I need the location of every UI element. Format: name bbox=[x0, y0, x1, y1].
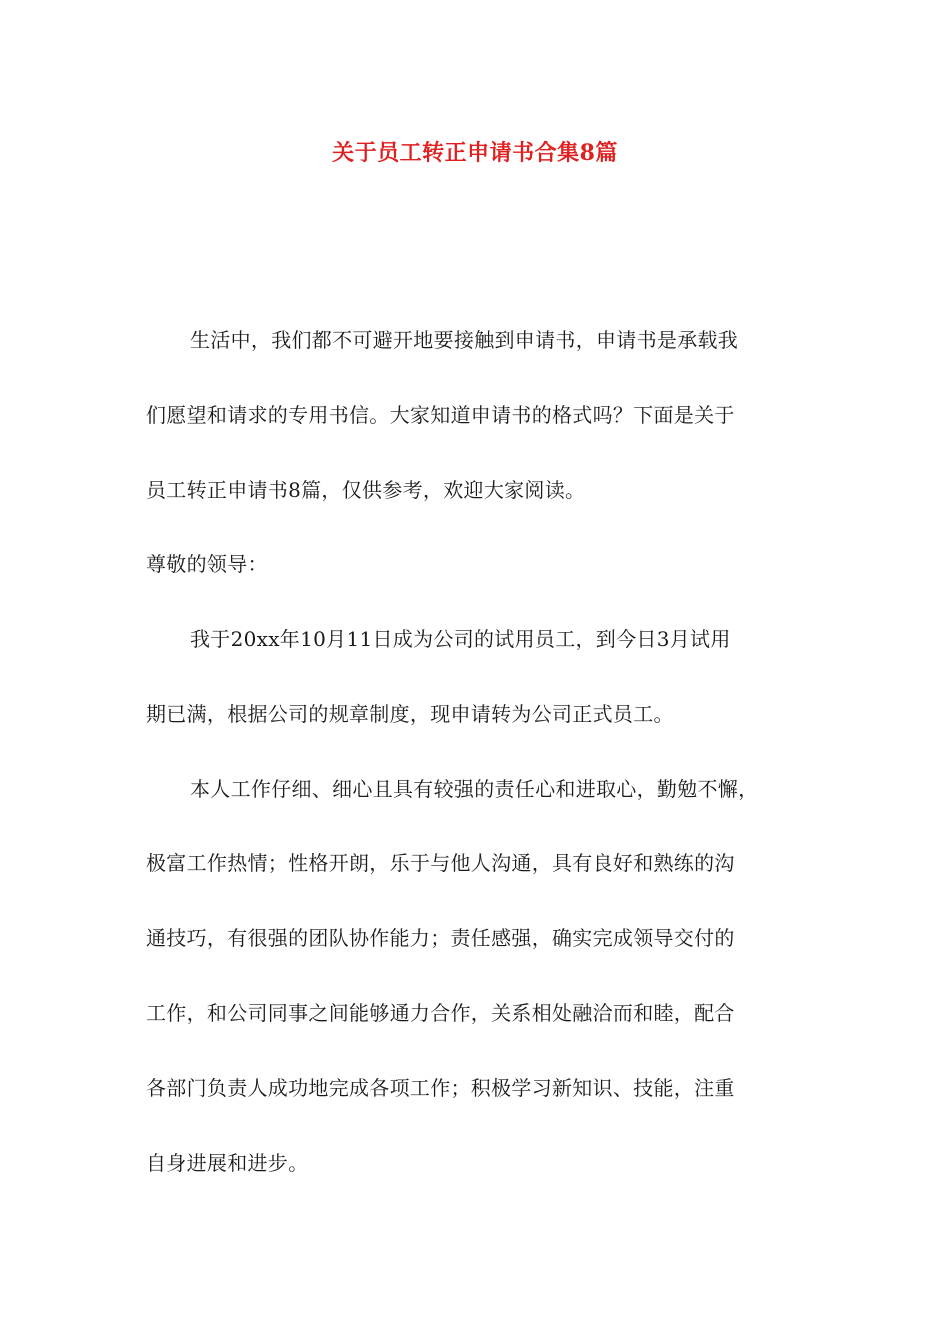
paragraph-3-line-6: 自身进展和进步。 bbox=[146, 1151, 309, 1175]
paragraph-3-line-4: 工作，和公司同事之间能够通力合作，关系相处融洽而和睦，配合 bbox=[146, 1001, 735, 1025]
paragraph-3-line-2: 极富工作热情；性格开朗，乐于与他人沟通，具有良好和熟练的沟 bbox=[146, 851, 735, 875]
paragraph-3-line-3: 通技巧，有很强的团队协作能力；责任感强，确实完成领导交付的 bbox=[146, 926, 735, 950]
paragraph-2-line-2: 期已满，根据公司的规章制度，现申请转为公司正式员工。 bbox=[146, 702, 674, 726]
paragraph-1-line-2: 们愿望和请求的专用书信。大家知道申请书的格式吗？下面是关于 bbox=[146, 403, 735, 427]
document-title: 关于员工转正申请书合集8篇 bbox=[332, 140, 618, 166]
salutation: 尊敬的领导： bbox=[146, 552, 268, 576]
paragraph-3-line-5: 各部门负责人成功地完成各项工作；积极学习新知识、技能，注重 bbox=[146, 1076, 735, 1100]
paragraph-1-line-1: 生活中，我们都不可避开地要接触到申请书，申请书是承载我 bbox=[190, 328, 739, 352]
paragraph-2-line-1: 我于20xx年10月11日成为公司的试用员工，到今日3月试用 bbox=[190, 627, 731, 651]
paragraph-3-line-1: 本人工作仔细、细心且具有较强的责任心和进取心，勤勉不懈， bbox=[190, 777, 759, 801]
paragraph-1-line-3: 员工转正申请书8篇，仅供参考，欢迎大家阅读。 bbox=[146, 478, 586, 502]
